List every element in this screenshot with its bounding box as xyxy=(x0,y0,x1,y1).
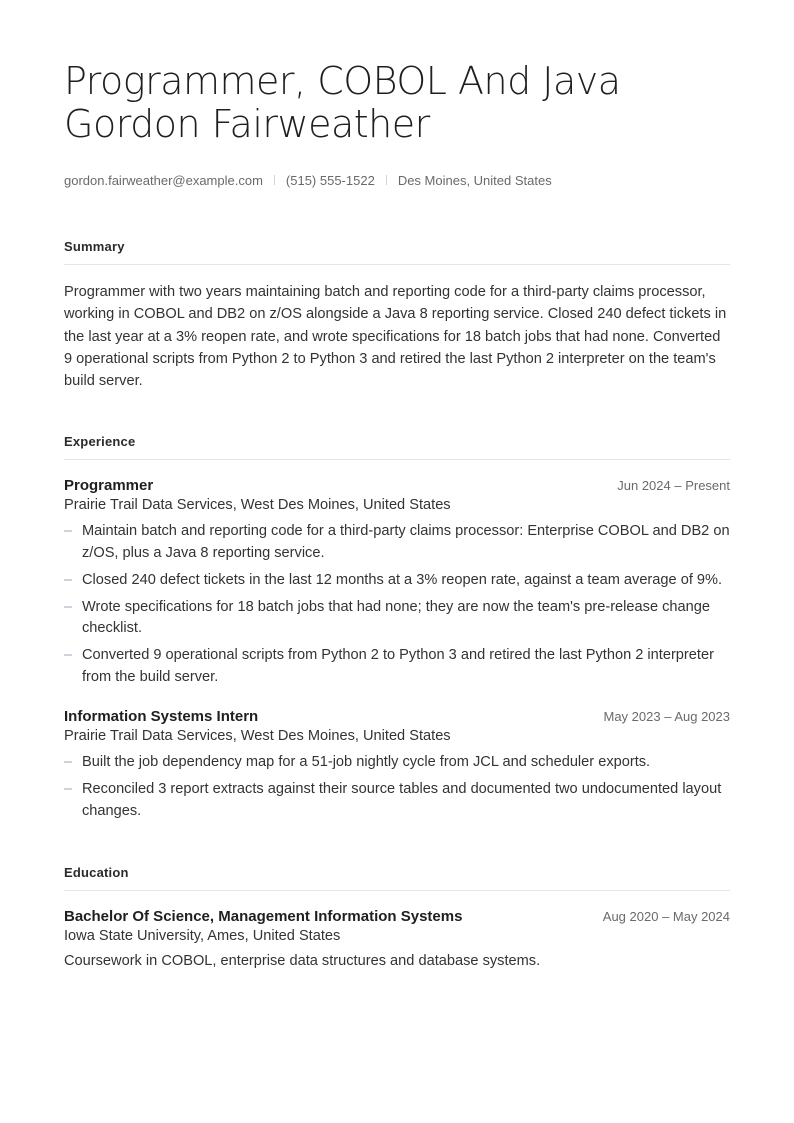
job-bullets xyxy=(64,752,730,822)
contact-location: Des Moines, United States xyxy=(397,172,552,188)
summary-heading: Summary xyxy=(64,239,730,265)
education-dates: Aug 2020 – May 2024 xyxy=(602,908,730,924)
education-heading: Education xyxy=(64,865,730,891)
bullet-item: – Reconciled 3 report extracts against their source tables and documented two undocumented layout changes. xyxy=(64,779,730,822)
contact-line xyxy=(64,171,730,189)
summary-section xyxy=(64,239,730,392)
bullet-item: – Built the job dependency map for a 51-job nightly cycle from JCL and scheduler exports. xyxy=(64,752,730,774)
education-entry xyxy=(64,908,730,969)
entry-header xyxy=(64,477,730,494)
entry-header xyxy=(64,908,730,925)
entry-header xyxy=(64,708,730,725)
experience-heading: Experience xyxy=(64,434,730,460)
bullet-item: – Wrote specifications for 18 batch jobs that had none; they are now the team's pre-release change checklist. xyxy=(64,597,730,640)
bullet-item: – Converted 9 operational scripts from Python 2 to Python 3 and retired the last Python 2 interpreter from the build server. xyxy=(64,645,730,688)
job-dates: Jun 2024 – Present xyxy=(617,478,730,494)
contact-divider xyxy=(386,175,387,185)
job-bullets xyxy=(64,521,730,688)
experience-entry xyxy=(64,477,730,688)
experience-section xyxy=(64,434,730,822)
bullet-item: – Maintain batch and reporting code for a third-party claims processor: Enterprise COBOL and DB2 on z/OS, plus a Java 8 reporting service. xyxy=(64,521,730,564)
education-description: Coursework in COBOL, enterprise data structures and database systems. xyxy=(64,952,541,969)
school-name: Iowa State University, Ames, United States xyxy=(64,927,341,944)
degree-title: Bachelor Of Science, Management Information Systems xyxy=(64,907,463,925)
job-title: Programmer xyxy=(64,477,154,495)
contact-divider xyxy=(274,175,275,185)
title-job: Programmer, COBOL And Java xyxy=(64,59,621,103)
resume-title xyxy=(64,60,730,146)
contact-email: gordon.fairweather@example.com xyxy=(64,172,263,188)
job-organization: Prairie Trail Data Services, West Des Moines, United States xyxy=(64,497,451,514)
job-title: Information Systems Intern xyxy=(64,708,259,726)
title-name: Gordon Fairweather xyxy=(64,102,430,146)
job-dates: May 2023 – Aug 2023 xyxy=(603,709,730,725)
job-organization: Prairie Trail Data Services, West Des Moines, United States xyxy=(64,728,451,745)
summary-text: Programmer with two years maintaining batch and reporting code for a third-party claims processor, working in COBOL and DB2 on z/OS alongside a Java 8 reporting service. Closed 240 defect tickets in the last year at a 3% reopen rate, and wrote specifications for 18 batch jobs that had none. Converted 9 operational scripts from Python 2 to Python 3 and retired the last Python 2 interpreter on the team's build server. xyxy=(64,284,727,390)
education-section xyxy=(64,865,730,969)
experience-entry xyxy=(64,708,730,822)
resume-page xyxy=(64,60,730,969)
contact-phone: (515) 555-1522 xyxy=(285,172,375,188)
bullet-item: – Closed 240 defect tickets in the last 12 months at a 3% reopen rate, against a team average of 9%. xyxy=(64,570,730,592)
